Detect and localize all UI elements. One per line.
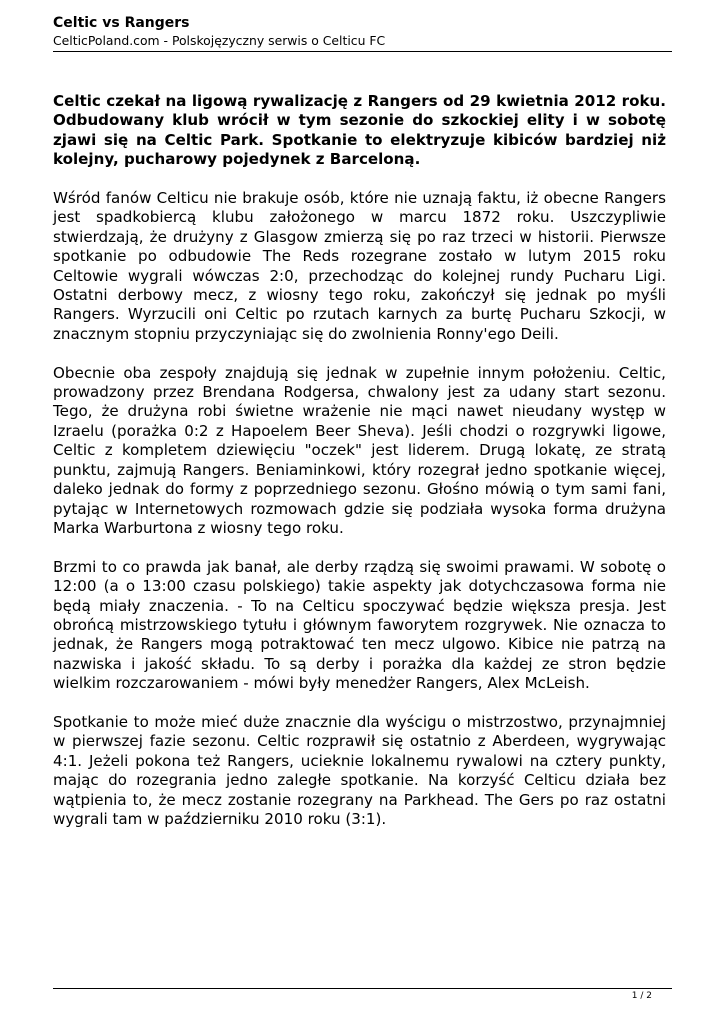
document-title: Celtic vs Rangers [53, 15, 190, 31]
article-paragraph: Wśród fanów Celticu nie brakuje osób, które nie uznają faktu, iż obecne Rangers jest spadkobiercą klubu założonego w marcu 1872 roku. Uszczypliwie stwierdzają, że drużyny z Glasgow zmierzą się po raz trzeci w historii. Pierwsze spotkanie po odbudowie The Reds rozegrane zostało w lutym 2015 roku Celtowie wygrali wówczas 2:0, przechodząc do kolejnej rundy Pucharu Ligi. Ostatni derbowy mecz, z wiosny tego roku, zakończył się jednak po myśli Rangers. Wyrzucili oni Celtic po rzutach karnych za burtę Pucharu Szkocji, w znacznym stopniu przyczyniając się do zwolnienia Ronny'ego Deili. [53, 189, 666, 343]
page-number: 1 / 2 [631, 991, 652, 1001]
article-body [53, 92, 666, 849]
article-lead: Celtic czekał na ligową rywalizację z Rangers od 29 kwietnia 2012 roku. Odbudowany klub wrócił w tym sezonie do szkockiej elity i w sobotę zjawi się na Celtic Park. Spotkanie to elektryzuje kibiców bardziej niż kolejny, pucharowy pojedynek z Barceloną. [53, 92, 666, 169]
footer-divider [53, 988, 672, 989]
header-divider [53, 51, 672, 52]
site-subtitle: CelticPoland.com - Polskojęzyczny serwis o Celticu FC [53, 33, 386, 48]
article-paragraph: Brzmi to co prawda jak banał, ale derby rządzą się swoimi prawami. W sobotę o 12:00 (a o 13:00 czasu polskiego) takie aspekty jak dotychczasowa forma nie będą miały znaczenia. - To na Celticu spoczywać będzie większa presja. Jest obrońcą mistrzowskiego tytułu i głównym faworytem rozgrywek. Nie oznacza to jednak, że Rangers mogą potraktować ten mecz ulgowo. Kibice nie patrzą na nazwiska i jakość składu. To są derby i porażka dla każdej ze stron będzie wielkim rozczarowaniem - mówi były menedżer Rangers, Alex McLeish. [53, 557, 666, 693]
article-paragraph: Obecnie oba zespoły znajdują się jednak w zupełnie innym położeniu. Celtic, prowadzony przez Brendana Rodgersa, chwalony jest za udany start sezonu. Tego, że drużyna robi świetne wrażenie nie mąci nawet nieudany występ w Izraelu (porażka 0:2 z Hapoelem Beer Sheva). Jeśli chodzi o rozgrywki ligowe, Celtic z kompletem dziewięciu "oczek" jest liderem. Drugą lokatę, ze stratą punktu, zajmują Rangers. Beniaminkowi, który rozegrał jedno spotkanie więcej, daleko jednak do formy z poprzedniego sezonu. Głośno mówią o tym sami fani, pytając w Internetowych rozmowach gdzie się podziała wysoka forma drużyna Marka Warburtona z wiosny tego roku. [53, 363, 666, 537]
article-paragraph: Spotkanie to może mieć duże znacznie dla wyścigu o mistrzostwo, przynajmniej w pierwszej fazie sezonu. Celtic rozprawił się ostatnio z Aberdeen, wygrywając 4:1. Jeżeli pokona też Rangers, ucieknie lokalnemu rywalowi na cztery punkty, mając do rozegrania jedno zaległe spotkanie. Na korzyść Celticu działa bez wątpienia to, że mecz zostanie rozegrany na Parkhead. The Gers po raz ostatni wygrali tam w październiku 2010 roku (3:1). [53, 712, 666, 828]
page-header [53, 14, 672, 49]
